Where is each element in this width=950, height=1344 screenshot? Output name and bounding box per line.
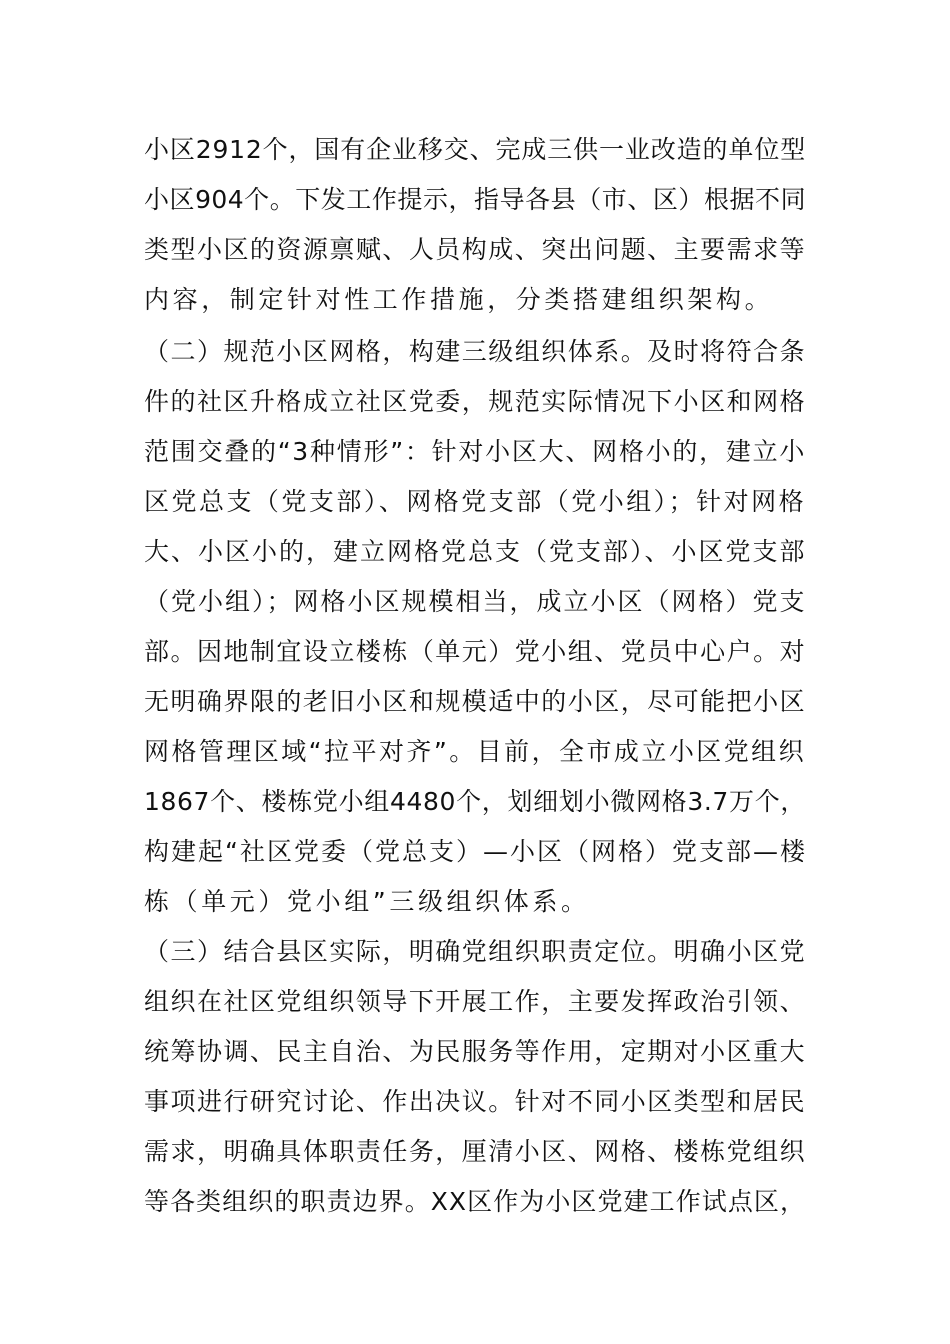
text-line: 统筹协调、民主自治、为民服务等作用，定期对小区重大: [144, 1037, 806, 1066]
text-line: 部。因地制宜设立楼栋（单元）党小组、党员中心户。对: [144, 637, 806, 666]
text-line: 范围交叠的“3种情形”：针对小区大、网格小的，建立小: [144, 437, 806, 466]
text-line: （三）结合县区实际，明确党组织职责定位。明确小区党: [144, 937, 806, 966]
text-line: （党小组）；网格小区规模相当，成立小区（网格）党支: [144, 587, 807, 616]
text-line: （二）规范小区网格，构建三级组织体系。及时将符合条: [144, 337, 806, 366]
text-line: 等各类组织的职责边界。XX区作为小区党建工作试点区，: [144, 1187, 806, 1216]
text-line: 1867个、楼栋党小组4480个，划细划小微网格3.7万个，: [144, 787, 806, 816]
text-line: 类型小区的资源禀赋、人员构成、突出问题、主要需求等: [144, 235, 806, 264]
text-line: 内容，制定针对性工作措施，分类搭建组织架构。: [144, 285, 774, 314]
text-line: 件的社区升格成立社区党委，规范实际情况下小区和网格: [144, 387, 806, 416]
text-line: 栋（单元）党小组”三级组织体系。: [144, 887, 590, 916]
text-line: 网格管理区域“拉平对齐”。目前，全市成立小区党组织: [144, 737, 806, 766]
text-line: 小区2912个，国有企业移交、完成三供一业改造的单位型: [144, 135, 806, 164]
text-line: 区党总支（党支部）、网格党支部（党小组）；针对网格: [144, 487, 806, 516]
text-line: 无明确界限的老旧小区和规模适中的小区，尽可能把小区: [144, 687, 806, 716]
text-line: 事项进行研究讨论、作出决议。针对不同小区类型和居民: [144, 1087, 806, 1116]
text-line: 组织在社区党组织领导下开展工作，主要发挥政治引领、: [144, 987, 806, 1016]
text-line: 需求，明确具体职责任务，厘清小区、网格、楼栋党组织: [144, 1137, 806, 1166]
text-line: 构建起“社区党委（党总支）—小区（网格）党支部—楼: [144, 837, 807, 866]
text-line: 大、小区小的，建立网格党总支（党支部）、小区党支部: [144, 537, 807, 566]
text-line: 小区904个。下发工作提示，指导各县（市、区）根据不同: [144, 185, 806, 214]
